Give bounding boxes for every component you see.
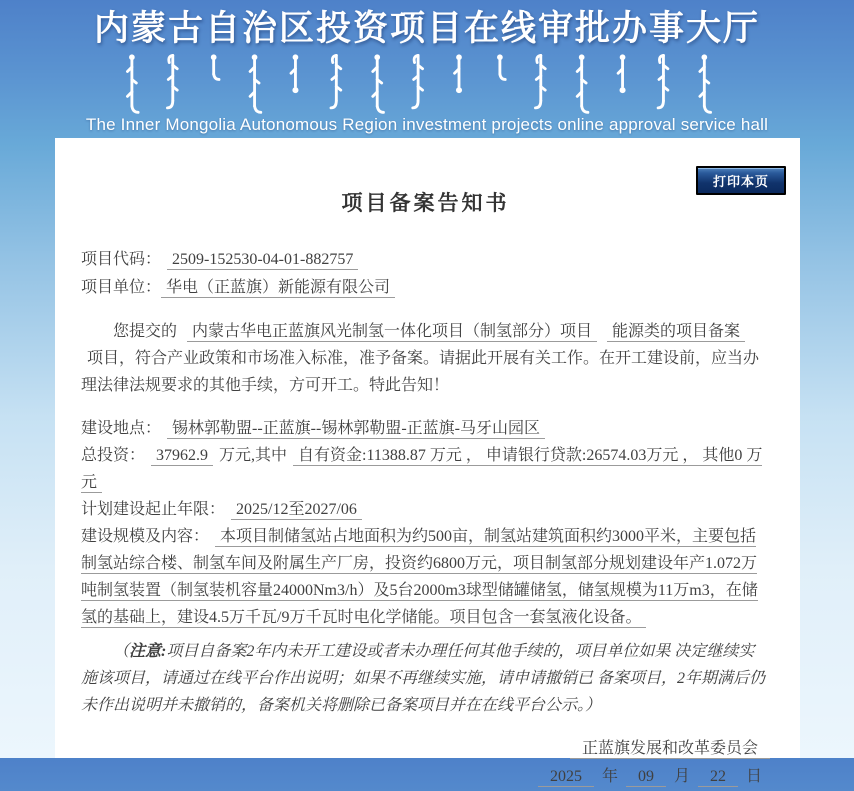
investment-row: [81, 442, 770, 496]
note-text: 项目自备案2年内未开工建设或者未办理任何其他手续的，项目单位如果 决定继续实施该项目，请通过在线平台作出说明；如果不再继续实施，请申请撤销已 备案项目，2年期满后仍未作出说明并未撤销的，备案机关将删除已备案项目并在在线平台公示。）: [81, 643, 766, 714]
scale-content-row: [81, 523, 770, 631]
note-bold-label: 注意:: [129, 643, 167, 660]
issue-date-row: [81, 763, 770, 791]
project-code-label: 项目代码：: [81, 251, 162, 268]
period-value: 2025/12至2027/06: [231, 501, 362, 520]
scale-value: 本项目制储氢站占地面积为约500亩，制氢站建筑面积约3000平米，主要包括制氢站综合楼、制氢车间及附属生产厂房，投资约6800万元，项目制氢部分规划建设年产1.072万吨制氢装置（制氢装机容量24000Nm3/h）及5台2000m3球型储罐储氢，储氢规模为11万m3，在储氢的基础上，建设4.5万千瓦/9万千瓦时电化学储能。项目包含一套氢液化设备。: [81, 528, 758, 626]
site-header: [0, 0, 854, 138]
scale-label: 建设规模及内容：: [81, 528, 210, 545]
issue-month-value: 09: [626, 768, 666, 787]
intro-lead: 您提交的: [113, 323, 178, 340]
site-title-cn: 内蒙古自治区投资项目在线审批办事大厅: [93, 9, 760, 48]
month-suffix: 月: [673, 768, 690, 785]
note-open-paren: （: [113, 643, 130, 660]
notice-disclaimer: [81, 638, 770, 719]
intro-rest: 项目，符合产业政策和市场准入标准，准予备案。请据此开展有关工作。在开工建设前，应当办理法律法规要求的其他手续，方可开工。特此告知！: [81, 350, 760, 394]
location-label: 建设地点：: [81, 420, 162, 437]
issue-year-value: 2025: [538, 768, 594, 787]
project-unit-value: 华电（正蓝旗）新能源有限公司: [161, 279, 395, 298]
project-code-value: 2509-152530-04-01-882757: [167, 251, 358, 270]
issue-day-value: 22: [698, 768, 738, 787]
document-title: 项目备案告知书: [341, 191, 510, 215]
location-row: [81, 415, 770, 442]
construction-period-row: [81, 496, 770, 523]
investment-total-value: 37962.9: [151, 447, 213, 466]
print-page-button[interactable]: 打印本页: [696, 166, 786, 195]
day-suffix: 日: [745, 768, 762, 785]
notice-document: [55, 138, 800, 785]
project-code-row: [81, 246, 770, 274]
approval-paragraph: [81, 318, 770, 399]
project-name-value: 内蒙古华电正蓝旗风光制氢一体化项目（制氢部分）项目: [187, 323, 597, 342]
site-title-en: The Inner Mongolia Autonomous Region investment projects online approval service hall: [85, 115, 769, 134]
mongolian-script: [0, 51, 854, 115]
project-category-value: 能源类的项目备案: [607, 323, 745, 342]
investment-label: 总投资：: [81, 447, 146, 464]
investment-mid-text: 万元,其中: [219, 447, 288, 464]
year-suffix: 年: [601, 768, 618, 785]
investment-breakdown-value: 自有资金:11388.87 万元 ， 申请银行贷款:26574.03万元 ， 其他0 万元: [81, 447, 763, 491]
project-unit-label: 项目单位：: [81, 279, 162, 296]
issuing-authority: 正蓝旗发展和改革委员会: [570, 740, 770, 759]
location-value: 锡林郭勒盟--正蓝旗--锡林郭勒盟-正蓝旗-马牙山园区: [167, 420, 545, 439]
project-unit-row: [81, 274, 770, 302]
period-label: 计划建设起止年限：: [81, 501, 226, 518]
issuing-authority-row: [81, 735, 770, 763]
